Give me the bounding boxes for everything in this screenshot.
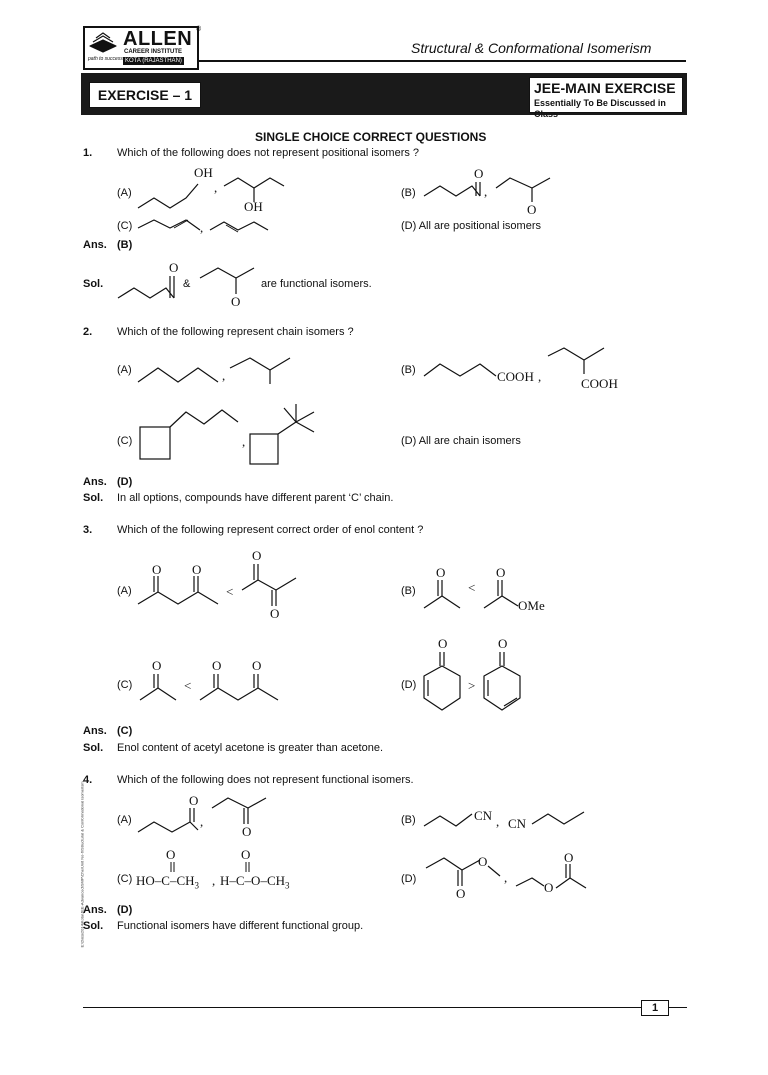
svg-text:O: O: [496, 565, 506, 580]
q3-b-structure: [422, 562, 562, 614]
q4-d-structure: [426, 852, 596, 908]
q4-text: Which of the following does not represent functional isomers.: [117, 774, 414, 786]
q4-c-formula: [136, 846, 336, 892]
q3-a-structure: [138, 546, 308, 622]
q2-c-structure: [138, 402, 318, 462]
q2-option-c: (C): [117, 435, 133, 447]
footer-rule: [83, 1007, 687, 1008]
registered-mark: ®: [196, 26, 202, 33]
svg-text:,: ,: [538, 369, 542, 384]
svg-text:O: O: [474, 166, 484, 181]
q2-sol-text: In all options, compounds have different parent ‘C’ chain.: [117, 492, 394, 504]
logo-tagline: path to success: [88, 56, 123, 62]
svg-text:O: O: [564, 850, 574, 865]
q4-ans-value: (D): [117, 904, 133, 916]
q4-a-structure: [138, 792, 278, 842]
q2-b-structure: [424, 344, 634, 394]
q4-sol-text: Functional isomers have different functional group.: [117, 920, 364, 932]
svg-text:OH: OH: [244, 199, 263, 214]
q4-option-b: (B): [401, 814, 416, 826]
svg-text:O: O: [544, 880, 554, 895]
svg-text:O: O: [498, 636, 508, 651]
q1-ans-value: (B): [117, 239, 133, 251]
q4-c-right: $H-C-O-CH_3$: [220, 873, 290, 891]
q4-option-c-label: (C): [117, 873, 133, 885]
svg-text:<: <: [468, 580, 476, 595]
page-number: 1: [641, 1000, 669, 1016]
logo-sub: CAREER INSTITUTE: [124, 49, 183, 55]
svg-text:O: O: [478, 854, 488, 869]
jee-main-box: [529, 77, 683, 119]
q3-text: Which of the following represent correct order of enol content ?: [117, 524, 424, 536]
q4-c-comma: ,: [212, 873, 216, 888]
svg-text:>: >: [468, 678, 476, 693]
svg-text:O: O: [212, 658, 222, 673]
svg-text:,: ,: [484, 184, 488, 199]
q4-option-d: (D): [401, 873, 417, 885]
svg-text:COOH: COOH: [581, 376, 618, 391]
svg-text:O: O: [252, 658, 262, 673]
svg-text:O: O: [152, 562, 162, 577]
exercise-banner: [81, 73, 687, 119]
q3-number: 3.: [83, 524, 93, 536]
q2-ans-label: Ans.: [83, 476, 107, 488]
q3-option-c: (C): [117, 679, 133, 691]
chapter-title: Structural & Conformational Isomerism: [411, 40, 652, 56]
q3-option-a: (A): [117, 585, 132, 597]
q2-option-a: (A): [117, 364, 132, 376]
svg-text:O: O: [527, 202, 537, 217]
q2-a-structure: [138, 348, 298, 388]
q2-sol-label: Sol.: [83, 492, 104, 504]
svg-text:O: O: [438, 636, 448, 651]
svg-text:<: <: [184, 678, 192, 693]
q4-b-structure: [424, 804, 594, 834]
header-rule: [199, 60, 686, 62]
book-icon: [88, 32, 118, 54]
q3-sol-text: Enol content of acetyl acetone is greater than acetone.: [117, 742, 384, 754]
q2-option-d: (D) All are chain isomers: [401, 435, 521, 447]
q1-sol-label: Sol.: [83, 278, 104, 290]
q2-number: 2.: [83, 326, 93, 338]
jee-main-subtitle: Essentially To Be Discussed in Class: [534, 98, 666, 119]
q2-text: Which of the following represent chain isomers ?: [117, 326, 354, 338]
svg-text:OH: OH: [194, 165, 213, 180]
q2-ans-value: (D): [117, 476, 133, 488]
svg-text:<: <: [226, 584, 234, 599]
q3-ans-value: (C): [117, 725, 133, 737]
svg-text:,: ,: [214, 180, 218, 195]
q3-ans-label: Ans.: [83, 725, 107, 737]
svg-text:O: O: [152, 658, 162, 673]
q3-option-b: (B): [401, 585, 416, 597]
svg-text:,: ,: [200, 220, 204, 235]
logo-city: KOTA (RAJASTHAN): [125, 58, 182, 64]
exercise-label: EXERCISE – 1: [89, 82, 201, 108]
section-title: SINGLE CHOICE CORRECT QUESTIONS: [255, 130, 487, 144]
q2-option-b: (B): [401, 364, 416, 376]
q1-sol-structure: [118, 258, 263, 308]
q4-c-left: $HO-C-CH_3$: [136, 873, 200, 891]
svg-text:,: ,: [242, 434, 246, 449]
q1-a-structure: [138, 164, 288, 214]
svg-text:O: O: [436, 565, 446, 580]
svg-text:O: O: [169, 260, 179, 275]
q1-text: Which of the following does not represent positional isomers ?: [117, 147, 420, 159]
q4-ans-label: Ans.: [83, 904, 107, 916]
svg-text:O: O: [166, 847, 176, 862]
q3-sol-label: Sol.: [83, 742, 104, 754]
q1-b-structure: [424, 166, 554, 216]
q1-sol-amp: &: [183, 278, 191, 290]
svg-text:O: O: [231, 294, 241, 309]
q3-option-d: (D): [401, 679, 417, 691]
svg-text:O: O: [252, 548, 262, 563]
svg-text:,: ,: [222, 368, 226, 383]
q1-option-b: (B): [401, 187, 416, 199]
q3-d-structure: [420, 634, 530, 714]
q4-sol-label: Sol.: [83, 920, 104, 932]
q1-number: 1.: [83, 147, 93, 159]
jee-main-title: JEE-MAIN EXERCISE: [534, 80, 676, 96]
svg-text:CN: CN: [508, 816, 527, 831]
q3-c-structure: [138, 656, 288, 706]
svg-text:OMe: OMe: [518, 598, 545, 613]
side-file-path: E:\Data\2014\Kota\JEE-Advanced\SMP\Che\Unit No-6\Structural & Conformational isomerism: [79, 781, 85, 948]
svg-text:O: O: [192, 562, 202, 577]
q4-option-a: (A): [117, 814, 132, 826]
svg-text:,: ,: [496, 814, 500, 829]
q4-number: 4.: [83, 774, 93, 786]
svg-text:O: O: [242, 824, 252, 839]
q1-ans-label: Ans.: [83, 239, 107, 251]
q1-option-d: (D) All are positional isomers: [401, 220, 541, 232]
q1-sol-text: are functional isomers.: [261, 278, 372, 290]
q1-c-structure: [138, 216, 278, 236]
svg-text:O: O: [270, 606, 280, 621]
allen-logo: [83, 26, 202, 70]
svg-text:O: O: [241, 847, 251, 862]
q1-option-c: (C): [117, 220, 133, 232]
q1-option-a: (A): [117, 187, 132, 199]
svg-text:COOH: COOH: [497, 369, 534, 384]
svg-text:,: ,: [200, 814, 204, 829]
svg-text:,: ,: [504, 870, 508, 885]
svg-text:O: O: [456, 886, 466, 901]
svg-text:CN: CN: [474, 808, 493, 823]
svg-text:O: O: [189, 793, 199, 808]
logo-brand: ALLEN: [123, 28, 193, 50]
